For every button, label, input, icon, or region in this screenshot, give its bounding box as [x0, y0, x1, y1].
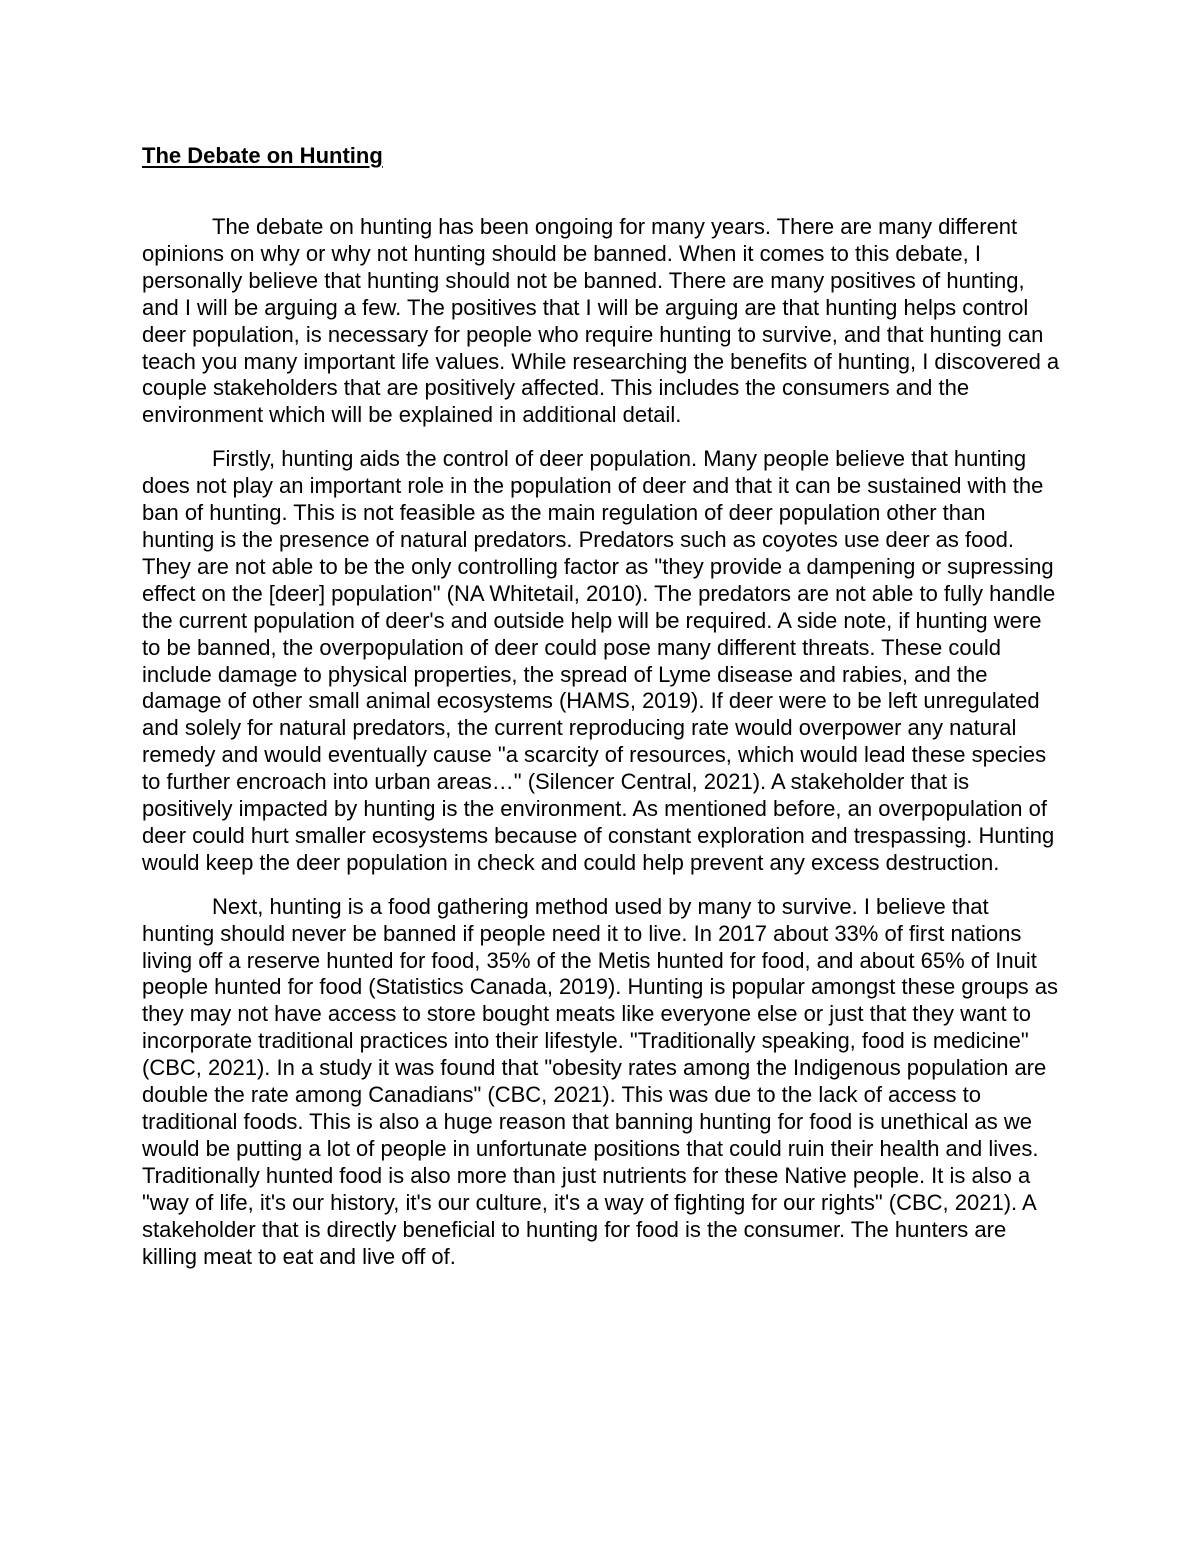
paragraph-food-gathering: Next, hunting is a food gathering method used by many to survive. I believe that hunting should never be banned if people need it to live. In 2017 about 33% of first nations living off a reserve hunted for food, 35% of the Metis hunted for food, and about 65% of Inuit people hunted for food (Statistics Canada, 2019). Hunting is popular amongst these groups as they may not have access to store bought meats like everyone else or just that they want to incorporate traditional practices into their lifestyle. "Traditionally speaking, food is medicine" (CBC, 2021). In a study it was found that "obesity rates among the Indigenous population are double the rate among Canadians" (CBC, 2021). This was due to the lack of access to traditional foods. This is also a huge reason that banning hunting for food is unethical as we would be putting a lot of people in unfortunate positions that could ruin their health and lives. Traditionally hunted food is also more than just nutrients for these Native people. It is also a "way of life, it's our history, it's our culture, it's a way of fighting for our rights" (CBC, 2021). A stakeholder that is directly beneficial to hunting for food is the consumer. The hunters are killing meat to eat and live off of. — [142, 893, 1059, 1269]
document-body — [142, 142, 1062, 1270]
document-title: The Debate on Hunting — [142, 143, 383, 168]
paragraph-introduction: The debate on hunting has been ongoing for many years. There are many different opinions on why or why not hunting should be banned. When it comes to this debate, I personally believe that hunting should not be banned. There are many positives of hunting, and I will be arguing a few. The positives that I will be arguing are that hunting helps control deer population, is necessary for people who require hunting to survive, and that hunting can teach you many important life values. While researching the benefits of hunting, I discovered a couple stakeholders that are positively affected. This includes the consumers and the environment which will be explained in additional detail. — [142, 214, 1060, 428]
paragraph-deer-population: Firstly, hunting aids the control of deer population. Many people believe that hunting does not play an important role in the population of deer and that it can be sustained with the ban of hunting. This is not feasible as the main regulation of deer population other than hunting is the presence of natural predators. Predators such as coyotes use deer as food. They are not able to be the only controlling factor as "they provide a dampening or supressing effect on the [deer] population" (NA Whitetail, 2010). The predators are not able to fully handle the current population of deer's and outside help will be required. A side note, if hunting were to be banned, the overpopulation of deer could pose many different threats. These could include damage to physical properties, the spread of Lyme disease and rabies, and the damage of other small animal ecosystems (HAMS, 2019). If deer were to be left unregulated and solely for natural predators, the current reproducing rate would overpower any natural remedy and would eventually cause "a scarcity of resources, which would lead these species to further encroach into urban areas…" (Silencer Central, 2021). A stakeholder that is positively impacted by hunting is the environment. As mentioned before, an overpopulation of deer could hurt smaller ecosystems because of constant exploration and trespassing. Hunting would keep the deer population in check and could help prevent any excess destruction. — [142, 446, 1056, 875]
